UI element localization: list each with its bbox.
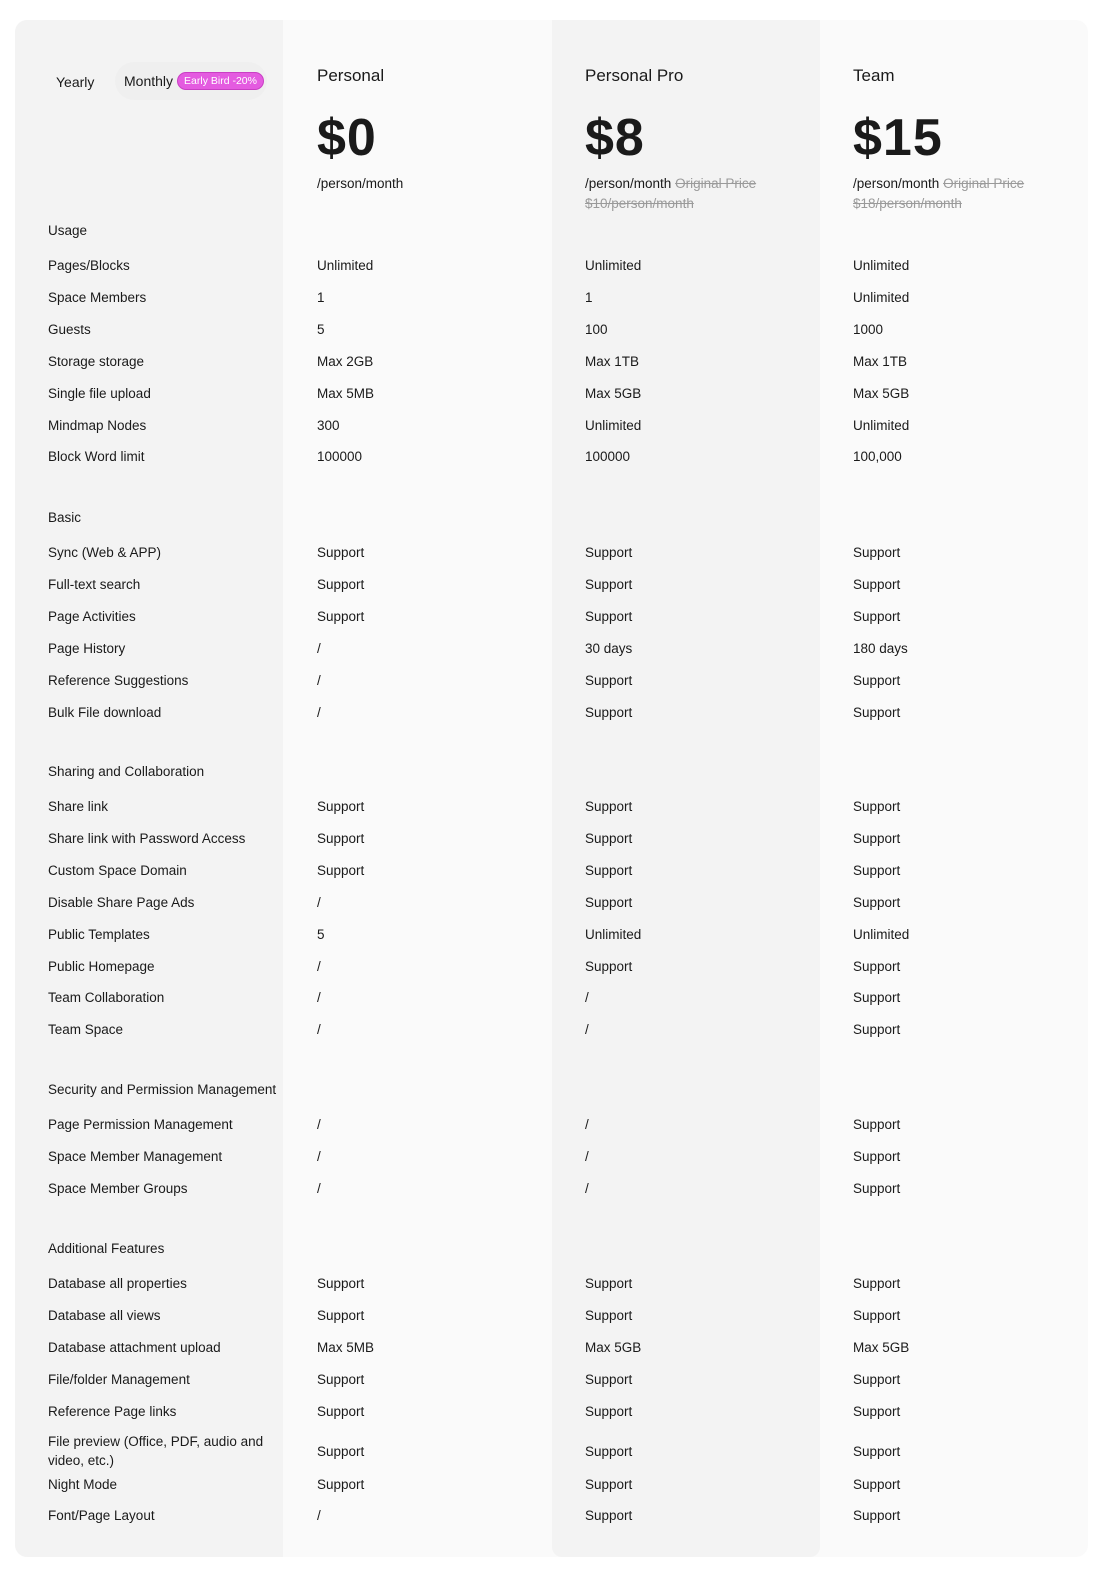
value-team: Support: [853, 672, 901, 688]
value-personal-pro: /: [585, 1022, 589, 1038]
value-personal: 300: [317, 417, 340, 433]
feature-label: Mindmap Nodes: [48, 417, 147, 433]
value-team: Support: [853, 545, 901, 560]
feature-label: Database all views: [48, 1307, 161, 1323]
value-team: Unlimited: [853, 258, 910, 273]
value-personal: 100000: [317, 449, 363, 465]
value-team: Max 5GB: [853, 1339, 910, 1355]
value-personal-pro: Support: [585, 799, 633, 814]
feature-label: Bulk File download: [48, 704, 162, 720]
section-title: Sharing and Collaboration: [48, 764, 205, 779]
value-personal: /: [317, 958, 321, 974]
plan-period-personal-pro: [585, 174, 785, 214]
monthly-label: Monthly: [124, 73, 174, 89]
feature-label: Page History: [48, 640, 126, 656]
feature-label: Font/Page Layout: [48, 1508, 155, 1524]
value-personal: Support: [317, 608, 365, 624]
monthly-toggle[interactable]: [115, 62, 267, 100]
value-personal: Support: [317, 545, 365, 560]
value-personal-pro: 30 days: [585, 640, 633, 656]
value-personal-pro: Support: [585, 1276, 633, 1291]
feature-label: Single file upload: [48, 385, 151, 401]
value-personal-pro: /: [585, 1117, 589, 1132]
value-team: Support: [853, 1276, 901, 1291]
value-personal-pro: Support: [585, 1443, 633, 1459]
section-title: Additional Features: [48, 1241, 165, 1256]
value-personal-pro: Max 1TB: [585, 353, 640, 369]
period-text: /person/month: [317, 176, 404, 191]
value-team: Max 1TB: [853, 353, 908, 369]
feature-label: Pages/Blocks: [48, 258, 130, 273]
value-personal-pro: Max 5GB: [585, 385, 642, 401]
value-personal: /: [317, 704, 321, 720]
original-price: Original Price $18/person/month: [853, 176, 1025, 211]
section-title: Security and Permission Management: [48, 1082, 277, 1097]
plan-price-team: $15: [853, 109, 943, 167]
value-personal: Support: [317, 1403, 365, 1419]
value-personal: Support: [317, 1276, 365, 1291]
period-text: /person/month: [585, 176, 672, 191]
value-personal: Support: [317, 576, 365, 592]
value-personal: /: [317, 1508, 321, 1524]
value-personal: 5: [317, 926, 325, 942]
value-team: 100,000: [853, 449, 902, 465]
feature-label: File preview (Office, PDF, audio and video, etc.): [48, 1433, 264, 1468]
value-personal: /: [317, 1117, 321, 1132]
plan-name-team: Team: [853, 66, 895, 85]
personal-pro-column-background: [552, 20, 820, 1557]
value-personal: Support: [317, 1307, 365, 1323]
period-text: /person/month: [853, 176, 940, 191]
early-bird-badge: Early Bird -20%: [177, 72, 264, 90]
value-personal-pro: Support: [585, 672, 633, 688]
value-personal-pro: Support: [585, 1371, 633, 1387]
value-personal: Max 5MB: [317, 385, 375, 401]
value-team: Support: [853, 704, 901, 720]
feature-label: Storage storage: [48, 353, 145, 369]
feature-label: Disable Share Page Ads: [48, 894, 195, 910]
value-personal-pro: Support: [585, 1508, 633, 1524]
value-personal-pro: Support: [585, 576, 633, 592]
value-personal-pro: Support: [585, 608, 633, 624]
feature-label: Guests: [48, 321, 91, 337]
value-personal-pro: Support: [585, 1403, 633, 1419]
feature-label: Full-text search: [48, 576, 141, 592]
feature-label: Page Permission Management: [48, 1117, 233, 1132]
value-team: Support: [853, 1508, 901, 1524]
value-personal-pro: Support: [585, 958, 633, 974]
value-personal: /: [317, 990, 321, 1006]
plan-period-team: [853, 174, 1053, 214]
value-personal: /: [317, 1022, 321, 1038]
plan-period-personal: [317, 174, 517, 194]
value-team: Support: [853, 830, 901, 846]
value-personal-pro: Support: [585, 545, 633, 560]
feature-label: Reference Suggestions: [48, 672, 189, 688]
section-title: Basic: [48, 510, 82, 525]
value-personal: 1: [317, 289, 325, 305]
value-team: Support: [853, 894, 901, 910]
value-personal-pro: Support: [585, 1307, 633, 1323]
plan-name-personal: Personal: [317, 66, 385, 85]
value-personal-pro: Support: [585, 894, 633, 910]
value-team: Support: [853, 1476, 901, 1492]
feature-label: Block Word limit: [48, 449, 145, 465]
value-team: Support: [853, 1443, 901, 1459]
value-personal: Max 5MB: [317, 1339, 375, 1355]
value-personal-pro: Max 5GB: [585, 1339, 642, 1355]
value-team: Unlimited: [853, 289, 910, 305]
value-personal-pro: 100000: [585, 449, 631, 465]
value-personal-pro: Unlimited: [585, 417, 642, 433]
feature-label: Reference Page links: [48, 1403, 177, 1419]
plan-name-personal-pro: Personal Pro: [585, 66, 684, 85]
value-personal-pro: 100: [585, 321, 608, 337]
value-team: Unlimited: [853, 417, 910, 433]
value-personal: /: [317, 640, 321, 656]
value-team: Support: [853, 990, 901, 1006]
section-title: Usage: [48, 223, 88, 238]
value-team: Support: [853, 1022, 901, 1038]
value-personal-pro: /: [585, 1180, 589, 1196]
value-personal-pro: Unlimited: [585, 258, 642, 273]
value-personal: Support: [317, 1371, 365, 1387]
value-team: Support: [853, 576, 901, 592]
value-team: Support: [853, 1117, 901, 1132]
yearly-toggle[interactable]: Yearly: [56, 74, 95, 90]
feature-label: Night Mode: [48, 1476, 118, 1492]
value-personal: Support: [317, 830, 365, 846]
feature-label: Team Collaboration: [48, 990, 165, 1006]
value-personal: Support: [317, 1476, 365, 1492]
pricing-table: [15, 20, 1088, 1557]
value-personal: Max 2GB: [317, 353, 374, 369]
value-team: Support: [853, 1307, 901, 1323]
feature-label: Public Templates: [48, 926, 150, 942]
value-personal: 5: [317, 321, 325, 337]
feature-label: Sync (Web & APP): [48, 545, 162, 560]
feature-label: Page Activities: [48, 608, 136, 624]
plan-price-personal: $0: [317, 109, 377, 167]
value-personal-pro: Support: [585, 704, 633, 720]
value-personal-pro: 1: [585, 289, 593, 305]
value-personal: Support: [317, 799, 365, 814]
value-personal-pro: Support: [585, 830, 633, 846]
value-team: Support: [853, 862, 901, 878]
value-personal: /: [317, 1180, 321, 1196]
feature-label: Share link: [48, 799, 109, 814]
value-personal-pro: Support: [585, 862, 633, 878]
value-personal: /: [317, 1148, 321, 1164]
feature-label: Database attachment upload: [48, 1339, 221, 1355]
feature-label: File/folder Management: [48, 1371, 190, 1387]
value-team: 1000: [853, 321, 884, 337]
feature-label: Public Homepage: [48, 958, 155, 974]
value-personal: Support: [317, 1443, 365, 1459]
value-team: Support: [853, 1148, 901, 1164]
value-team: Support: [853, 1180, 901, 1196]
value-team: Unlimited: [853, 926, 910, 942]
value-personal-pro: /: [585, 1148, 589, 1164]
value-team: Max 5GB: [853, 385, 910, 401]
feature-label: Space Member Management: [48, 1148, 223, 1164]
feature-label: Team Space: [48, 1022, 124, 1038]
value-team: Support: [853, 1403, 901, 1419]
feature-label: Space Members: [48, 289, 147, 305]
value-personal: /: [317, 672, 321, 688]
plan-price-personal-pro: $8: [585, 109, 645, 167]
value-personal: Unlimited: [317, 258, 374, 273]
feature-label: Space Member Groups: [48, 1180, 188, 1196]
feature-column-background: [15, 20, 283, 1557]
value-team: Support: [853, 958, 901, 974]
feature-label: Share link with Password Access: [48, 830, 246, 846]
value-personal-pro: Unlimited: [585, 926, 642, 942]
value-personal: Support: [317, 862, 365, 878]
value-personal-pro: /: [585, 990, 589, 1006]
value-team: 180 days: [853, 640, 908, 656]
value-team: Support: [853, 799, 901, 814]
value-team: Support: [853, 1371, 901, 1387]
feature-label: Custom Space Domain: [48, 862, 187, 878]
value-personal-pro: Support: [585, 1476, 633, 1492]
value-team: Support: [853, 608, 901, 624]
value-personal: /: [317, 894, 321, 910]
feature-label: Database all properties: [48, 1276, 187, 1291]
original-price: Original Price $10/person/month: [585, 176, 757, 211]
